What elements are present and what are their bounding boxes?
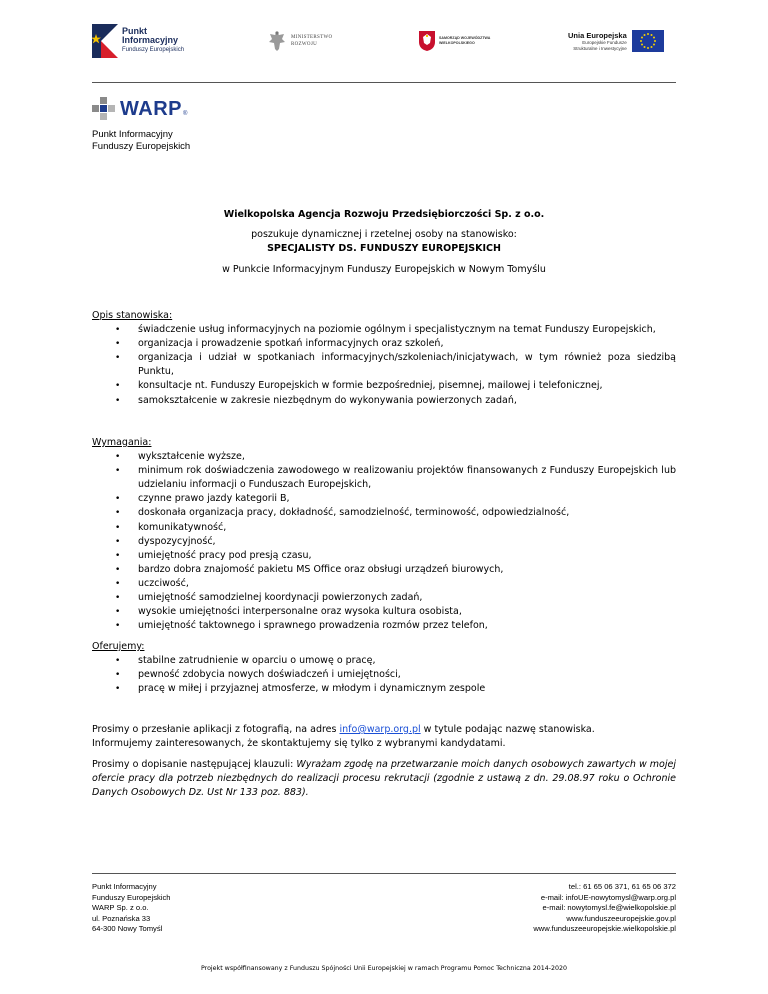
footer-phone: tel.: 61 65 06 371, 61 65 06 372 [568,882,676,891]
punkt-logo-line3: Funduszy Europejskich [122,47,185,53]
header-logos [0,0,768,82]
footer-divider [92,873,676,874]
section-oferujemy-title: Oferujemy: [92,641,145,652]
eu-flag-icon [632,30,664,52]
apply-text-after: w tytule podając nazwę stanowiska. [420,724,595,735]
wielkopolska-logo [418,30,490,52]
list-item: • wysokie umiejętności interpersonalne oraz wysoka kultura osobista, [92,605,676,619]
application-instructions [92,723,676,751]
list-item: • dyspozycyjność, [92,535,676,549]
ue-logo-line2: Europejskie Fundusze [582,39,627,45]
ue-logo-line1: Unia Europejska [568,30,627,40]
min-logo-line1: MINISTERSTWO [291,35,333,40]
warp-squares-icon [92,97,116,121]
list-item: • wykształcenie wyższe, [92,450,676,464]
footer-address-line: Funduszy Europejskich [92,892,171,902]
section-oferujemy [92,640,676,696]
section-wymagania-title: Wymagania: [92,437,152,448]
eagle-emblem-icon [268,30,286,52]
footer-website: www.funduszeeuropejskie.wielkopolskie.pl [533,924,676,934]
list-item: • minimum rok doświadczenia zawodowego w realizowaniu projektów finansowanych z Funduszy Europejskich lub udzielaniu informacji o Funduszach Europejskich, [92,464,676,492]
footer-address-line: ul. Poznańska 33 [92,913,151,923]
footer-address-line: Punkt Informacyjny [92,882,157,891]
funding-note: Projekt współfinansowany z Funduszu Spójności Unii Europejskiej w ramach Programu Pomoc Techniczna 2014-2020 [200,965,568,972]
header-divider [92,82,676,83]
punkt-informacyjny-logo [92,24,184,58]
unia-europejska-logo [568,30,664,52]
email-link[interactable]: info@warp.org.pl [339,724,421,735]
list-item: • konsultacje nt. Funduszy Europejskich w formie bezpośredniej, pisemnej, mailowej i telefonicznej, [92,379,676,393]
unit-name-line2: Funduszy Europejskich [92,141,191,152]
clause-text: Wyrażam zgodę na przetwarzanie moich danych osobowych zawartych w mojej ofercie pracy dla potrzeb niezbędnych do realizacji procesu rekrutacji (zgodnie z ustawą z dn. 29.08.97 roku o Ochronie Danych Osobowych Dz. Ust Nr 133 poz. 883). [92,759,676,799]
company-name: Wielkopolska Agencja Rozwoju Przedsiębiorczości Sp. z o.o. [223,209,545,220]
list-item: • komunikatywność, [92,521,676,535]
footer-address [92,882,171,935]
wlkp-logo-line2: WIELKOPOLSKIEGO [439,41,475,45]
footer-contact [533,882,676,935]
list-item: • stabilne zatrudnienie w oparciu o umowę o pracę, [92,654,676,668]
apply-text-before: Prosimy o przesłanie aplikacji z fotografią, na adres [92,724,340,735]
apply-notice: Informujemy zainteresowanych, że skontaktujemy się tylko z wybranymi kandydatami. [92,738,506,750]
ministerstwo-logo [268,30,332,52]
star-flag-icon [92,24,118,58]
list-item: • pracę w miłej i przyjaznej atmosferze, w młodym i dynamicznym zespole [92,682,676,696]
punkt-logo-line1: Punkt [122,26,148,36]
job-location: w Punkcie Informacyjnym Funduszy Europejskich w Nowym Tomyślu [222,264,546,275]
list-item: • czynne prawo jazdy kategorii B, [92,492,676,506]
list-item: • organizacja i prowadzenie spotkań informacyjnych oraz szkoleń, [92,337,676,351]
list-item: • umiejętność samodzielnej koordynacji powierzonych zadań, [92,591,676,605]
footer-address-line: WARP Sp. z o.o. [92,903,149,913]
list-item: • doskonała organizacja pracy, dokładność, samodzielność, terminowość, odpowiedzialność, [92,506,676,520]
footer-email: e-mail: infoUE-nowytomysl@warp.org.pl [540,892,676,902]
consent-clause [92,758,676,801]
list-item: • uczciwość, [92,577,676,591]
min-logo-line2: ROZWOJU [291,42,317,47]
list-item: • samokształcenie w zakresie niezbędnym do wykonywania powierzonych zadań, [92,394,676,408]
unit-name-line1: Punkt Informacyjny [92,129,173,140]
list-item: • umiejętność taktownego i sprawnego prowadzenia rozmów przez telefon, [92,619,676,633]
clause-intro: Prosimy o dopisanie następującej klauzuli: [92,759,297,770]
footer-website: www.funduszeeuropejskie.gov.pl [566,913,676,923]
punkt-logo-line2: Informacyjny [122,35,179,45]
list-item: • bardzo dobra znajomość pakietu MS Office oraz obsługi urządzeń biurowych, [92,563,676,577]
wlkp-logo-line1: SAMORZĄD WOJEWÓDZTWA [439,36,491,40]
list-item: • umiejętność pracy pod presją czasu, [92,549,676,563]
warp-registered-mark: ® [183,111,188,117]
job-title: SPECJALISTY DS. FUNDUSZY EUROPEJSKICH [267,243,501,254]
list-item: • świadczenie usług informacyjnych na poziomie ogólnym i specjalistycznym na temat Funduszy Europejskich, [92,323,676,337]
warp-logo-text: WARP [120,97,182,120]
footer-email: e-mail: nowytomysl.fe@wielkopolskie.pl [542,903,676,913]
section-wymagania [92,436,676,633]
coat-of-arms-icon [418,30,436,52]
job-intro: poszukuje dynamicznej i rzetelnej osoby na stanowisko: [251,229,517,240]
section-opis-title: Opis stanowiska: [92,310,173,321]
list-item: • pewność zdobycia nowych doświadczeń i umiejętności, [92,668,676,682]
footer-address-line: 64-300 Nowy Tomyśl [92,924,163,934]
list-item: • organizacja i udział w spotkaniach informacyjnych/szkoleniach/inicjatywach, w tym również poza siedzibą Punktu, [92,351,676,379]
section-opis [92,309,676,408]
warp-logo [92,97,187,121]
ue-logo-line3: Strukturalne i Inwestycyjne [573,45,627,51]
unit-name [92,129,190,153]
